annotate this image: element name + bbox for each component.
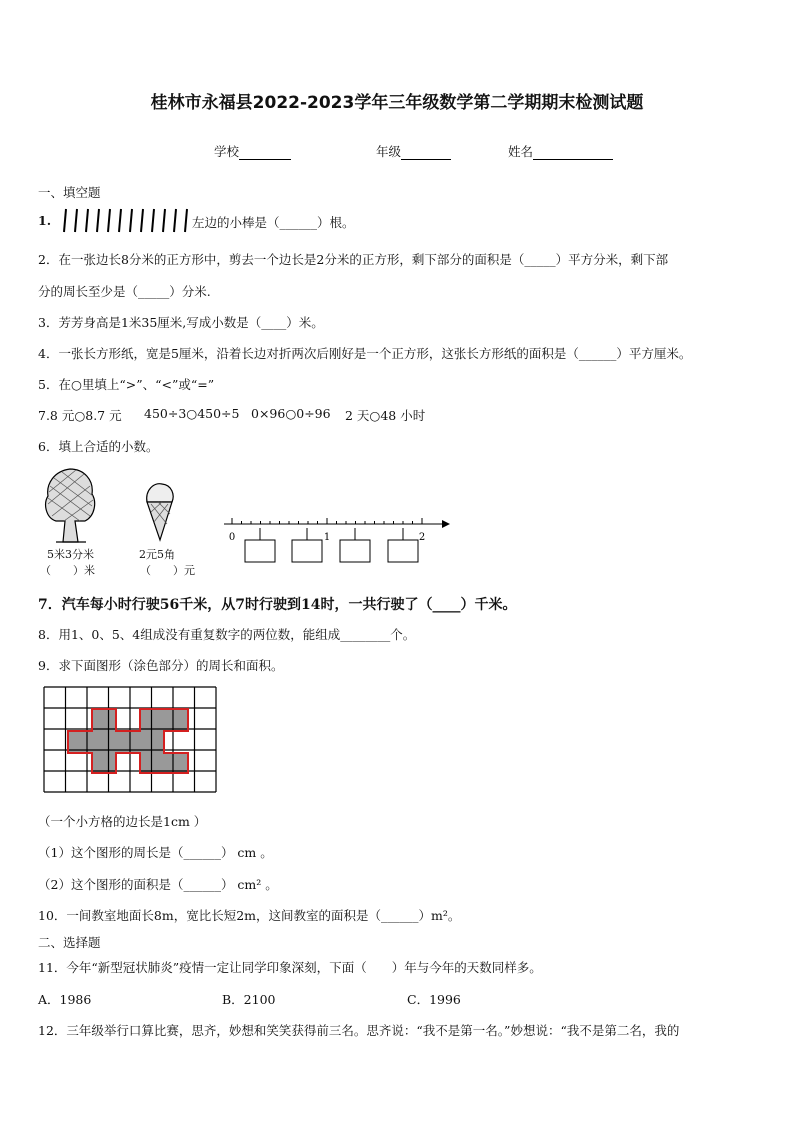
q11-option-c[interactable]: C．1996 — [407, 992, 461, 1007]
q11-option-b[interactable]: B．2100 — [222, 992, 276, 1007]
q5-item: 2 天○48 小时 — [345, 408, 426, 423]
q9-area: （2）这个图形的面积是（______） cm² 。 — [38, 877, 278, 892]
q5-item: 450÷3○450÷5 — [144, 406, 240, 421]
q10-text: 10．一间教室地面长8m，宽比长短2m，这间教室的面积是（______）m²。 — [38, 908, 461, 923]
school-field — [214, 142, 291, 160]
q12-text: 12．三年级举行口算比赛，思齐，妙想和笑笑获得前三名。思齐说：“我不是第一名。”妙想说：“我不是第二名，我的 — [38, 1023, 680, 1038]
number-line — [220, 516, 450, 566]
number-line-answer-box — [245, 540, 275, 562]
ice-cream-price-label: 2元5角 — [139, 548, 175, 561]
name-field — [508, 142, 613, 160]
q11-text: 11．今年“新型冠状肺炎”疫情一定让同学印象深刻，下面（ ）年与今年的天数同样多。 — [38, 960, 542, 975]
school-blank[interactable] — [239, 145, 291, 160]
number-line-tick-label: 0 — [228, 532, 236, 543]
q9-note: （一个小方格的边长是1cm ） — [38, 814, 207, 829]
sticks-figure — [60, 206, 190, 234]
section-choice: 二、选择题 — [38, 935, 101, 950]
school-label: 学校 — [214, 144, 240, 159]
q2-line1: 2．在一张边长8分米的正方形中，剪去一个边长是2分米的正方形，剩下部分的面积是（_____）平方分米，剩下部 — [38, 252, 669, 267]
grade-label: 年级 — [376, 144, 402, 159]
name-label: 姓名 — [508, 144, 534, 159]
number-line-tick-label: 1 — [323, 532, 331, 543]
q5-item: 7.8 元○8.7 元 — [38, 408, 122, 423]
q1-text: 左边的小棒是（______）根。 — [192, 215, 355, 230]
q8-text: 8．用1、0、5、4组成没有重复数字的两位数，能组成________个。 — [38, 627, 416, 642]
number-line-answer-box — [340, 540, 370, 562]
q5-item: 0×96○0÷96 — [251, 406, 331, 421]
q1-number: 1. — [38, 213, 52, 228]
name-blank[interactable] — [533, 145, 613, 160]
q6-text: 6．填上合适的小数。 — [38, 439, 159, 454]
q9-perimeter: （1）这个图形的周长是（______） cm 。 — [38, 845, 273, 860]
number-line-tick-label: 2 — [418, 532, 426, 543]
q11-option-a[interactable]: A．1986 — [38, 992, 92, 1007]
tree-picture — [40, 466, 100, 546]
number-line-answer-box — [388, 540, 418, 562]
q7-text: 7．汽车每小时行驶56千米，从7时行驶到14时，一共行驶了（____）千米。 — [38, 597, 517, 613]
q2-line2: 分的周长至少是（_____）分米. — [38, 284, 211, 299]
tree-height-label: 5米3分米 — [47, 548, 94, 561]
q9-text: 9．求下面图形（涂色部分）的周长和面积。 — [38, 658, 284, 673]
shaded-shape — [68, 709, 188, 773]
q4-text: 4．一张长方形纸，宽是5厘米，沿着长边对折两次后刚好是一个正方形，这张长方形纸的面积是（______）平方厘米。 — [38, 346, 692, 361]
page-title: 桂林市永福县2022-2023学年三年级数学第二学期期末检测试题 — [150, 93, 644, 113]
tree-answer-blank: （ ）米 — [40, 564, 95, 577]
q3-text: 3．芳芳身高是1米35厘米,写成小数是（____）米。 — [38, 315, 324, 330]
ice-cream-answer-blank: （ ）元 — [140, 564, 195, 577]
grade-field — [376, 142, 451, 160]
q5-text: 5．在○里填上“>”、“<”或“=” — [38, 377, 215, 392]
ice-cream-picture — [142, 480, 178, 542]
section-fill-blank: 一、填空题 — [38, 185, 101, 200]
grade-blank[interactable] — [401, 145, 451, 160]
grid-figure — [44, 687, 220, 797]
number-line-answer-box — [292, 540, 322, 562]
